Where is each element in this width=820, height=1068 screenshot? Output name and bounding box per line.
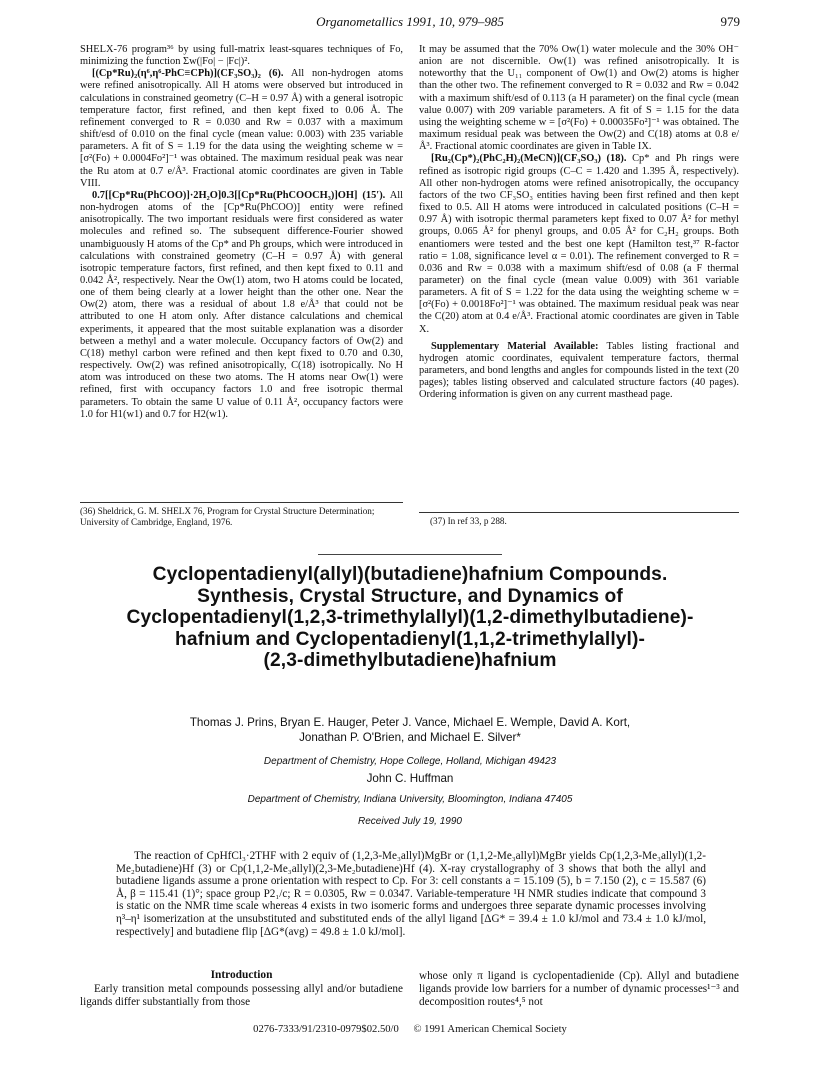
- abstract-text: The reaction of CpHfCl₃·2THF with 2 equiv of (1,2,3-Me₃allyl)MgBr or (1,1,2-Me₃allyl)MgBr yields Cp(1,2,3-Me₃allyl)(1,2-Me₂butadiene)Hf (3) or Cp(1,1,2-Me₃allyl)(2,3-Me₂butadiene)Hf (4). X-ray crystallography of 3 shows that both the allyl and butadiene ligands assume a prone orientation with respect to Cp. For 3: cell constants a = 15.109 (5), b = 7.150 (2), c = 15.587 (6) Å, β = 115.41 (1)°; space group P2₁/c; R = 0.0305, Rw = 0.0347. Variable-temperature ¹H NMR studies indicate that compound 3 is static on the NMR time scale whereas 4 exists in two isomeric forms and undergoes three separate dynamic processes involving η³–η¹ isomerization at the unsubstituted and substituted ends of the allyl ligand [ΔG* = 39.4 ± 1.0 kJ/mol and 73.4 ± 1.0 kJ/mol, respectively] and butadiene flip [ΔG*(avg) = 49.8 ± 1.0 kJ/mol].: [116, 850, 706, 938]
- supplementary-heading: Supplementary Material Available:: [431, 340, 599, 352]
- compound-15-heading: 0.7[[Cp*Ru(PhCOO)]·2H₂O]0.3[[Cp*Ru(PhCOOCH₃)]OH] (15′).: [92, 189, 386, 201]
- compound-15-text: All non-hydrogen atoms of the [Cp*Ru(PhCOO)] entity were refined anisotropically. The two important residuals were first considered as water molecules and refined so. The subsequent difference-Fourier showed unambiguously H atoms of the Cp* and Ph groups, which were introduced in calculations with constrained geometry (C–H = 0.97 Å) with general isotropic temperature factors, first refined, and then kept fixed to 0.11 and 0.042 Å², respectively. Near the Ow(1) atom, two H atoms could be located, one of them being clearly at a lower height than the other one. Near the Ow(2) atom, there was a residual of about 1.8 e/Å³ that could not be attributed to one H atom only. After distance calculations and chemical experiments, it appeared that the most suitable explanation was a disorder between a methyl and a water molecule. Occupancy factors of Ow(2) and C(18) methyl carbon were refined and then kept fixed to 0.70 and 0.30, respectively. Ow(2) was refined anisotropically, C(18) isotropically. No H atom was introduced on these two atoms. The H atoms near Ow(1) were refined, first with occupancy factors 1.0 and free isotropic thermal parameters. To obtain the same U value of 0.11 Å², occupancy factors were 1.0 for H1(w1) and 0.7 for H2(w1).: [80, 189, 403, 420]
- right-paragraph-2: [419, 153, 739, 335]
- left-footnote-rule: [80, 502, 403, 503]
- article-code: 0276-7333/91/2310-0979$02.50/0: [253, 1024, 399, 1035]
- introduction-left-text: Early transition metal compounds possessing allyl and/or butadiene ligands differ substantially from those: [80, 983, 403, 1008]
- abstract: [116, 850, 706, 938]
- author-list: [120, 715, 700, 745]
- authors-line: Jonathan P. O'Brien, and Michael E. Silver*: [299, 731, 521, 744]
- title-line: Cyclopentadienyl(1,2,3-trimethylallyl)(1,2-dimethylbutadiene)-: [126, 607, 694, 629]
- title-line: hafnium and Cyclopentadienyl(1,1,2-trimethylallyl)-: [175, 628, 645, 650]
- right-footnote-rule: [419, 512, 739, 513]
- right-column: [419, 44, 739, 402]
- received-date: Received July 19, 1990: [358, 816, 462, 827]
- author-huffman: John C. Huffman: [366, 772, 454, 785]
- left-column: [80, 44, 403, 421]
- running-header: [80, 14, 740, 32]
- left-paragraph-1: SHELX-76 program³⁶ by using full-matrix least-squares techniques of Fo, minimizing the function Σw(|Fo| − |Fc|)².: [80, 44, 403, 68]
- title-line: Synthesis, Crystal Structure, and Dynamics of: [197, 585, 623, 607]
- compound-6-text: All non-hydrogen atoms were refined anisotropically. All H atoms were observed but introduced in calculations in constrained geometry (C–H = 0.97 Å) with a general isotropic temperature factor, first refined, and then kept fixed to 0.06 Å. The refinement converged to R = 0.030 and Rw = 0.037 with a maximum shift/esd of 0.010 on the final cycle (mean value: 0.003) with 235 variable parameters. A fit of S = 1.19 for the data using the weighting scheme w = [σ²(Fo) + 0.0004Fo²]⁻¹ was obtained. The maximum residual peak was near the Ru atom at 0.7 e/Å³. Fractional atomic coordinates are given in Table VIII.: [80, 68, 403, 189]
- affiliation-indiana: Department of Chemistry, Indiana University, Bloomington, Indiana 47405: [247, 794, 573, 805]
- copyright: © 1991 American Chemical Society: [413, 1024, 567, 1035]
- affiliation-hope-college: Department of Chemistry, Hope College, Holland, Michigan 49423: [263, 756, 557, 767]
- right-paragraph-1: It may be assumed that the 70% Ow(1) water molecule and the 30% OH⁻ anion are not discernible. Ow(1) was refined anisotropically. It is noteworthy that the U₁₁ component of Ow(1) and Ow(2) atoms is higher than the other two. The refinement converged to R = 0.032 and Rw = 0.042 with a maximum shift/esd of 0.113 (a H parameter) on the final cycle (mean value 0.007) with 209 variable parameters. A fit of S = 1.15 for the data using the weighting scheme w = [σ²(Fo) + 0.00035Fo²]⁻¹ was obtained. The maximum residual peak was between the Ow(2) and C(18) atoms at 0.8 e/Å³. Fractional atomic coordinates are given in Table IX.: [419, 44, 739, 153]
- page-footer: [80, 1024, 740, 1035]
- footnote-37: (37) In ref 33, p 288.: [430, 516, 507, 526]
- introduction-heading: Introduction: [210, 969, 273, 981]
- journal-citation: Organometallics 1991, 10, 979–985: [316, 14, 504, 29]
- article-separator: [318, 554, 502, 555]
- supplementary-text: Tables listing fractional and hydrogen atomic coordinates, equivalent temperature factors, thermal parameters, and bond lengths and angles for compounds listed in the text (20 pages); tables listing observed and calculated structure factors (40 pages). Ordering information is given on any current masthead page.: [419, 340, 739, 401]
- supplementary-material: [419, 341, 739, 402]
- left-paragraph-3: [80, 190, 403, 421]
- compound-18-text: Cp* and Ph rings were refined as isotropic rigid groups (C–C = 1.420 and 1.395 Å, respectively). All other non-hydrogen atoms were refined anisotropically, the occupancy factors of the two CF₃SO₃ entities having been first refined and then kept fixed to 0.5. All H atoms were introduced in calculated positions (C–H = 0.97 Å) with isotropic thermal parameters kept fixed to 0.07 Å² for methyl groups, 0.065 Å² for phenyl groups, and 0.05 Å² for C₂H₂ groups. Both enantiomers were tested and the best one kept (Hamilton test,³⁷ R-factor ratio = 1.08, significance level α = 0.01). The refinement converged to R = 0.036 and Rw = 0.038 with a maximum shift/esd of 0.08 (a F thermal parameter) on the final cycle (mean value 0.009) with 361 variable parameters. A fit of S = 1.22 for the data using the weighting scheme w = [σ²(Fo) + 0.0018Fo²]⁻¹ was obtained. The maximum residual peak was near the C(20) atom at 0.4 e/Å³. Fractional atomic coordinates are given in Table X.: [419, 153, 739, 335]
- compound-6-heading: [(Cp*Ru)₂(η⁶,η⁶-PhC≡CPh)](CF₃SO₃)₂ (6).: [92, 68, 284, 80]
- authors-line: Thomas J. Prins, Bryan E. Hauger, Peter J. Vance, Michael E. Wemple, David A. Kort,: [189, 716, 631, 729]
- title-line: (2,3-dimethylbutadiene)hafnium: [263, 650, 557, 672]
- title-line: Cyclopentadienyl(allyl)(butadiene)hafnium Compounds.: [152, 564, 668, 585]
- article-title: [95, 564, 725, 672]
- compound-18-heading: [Ru₂(Cp*)₂(PhC₂H)₂(MeCN)](CF₃SO₃) (18).: [431, 153, 627, 165]
- left-paragraph-2: [80, 68, 403, 190]
- introduction-left: [80, 983, 403, 1009]
- footnote-36: (36) Sheldrick, G. M. SHELX 76, Program for Crystal Structure Determination; University of Cambridge, England, 1976.: [80, 506, 375, 527]
- page-number: 979: [720, 14, 740, 29]
- introduction-right: whose only π ligand is cyclopentadienide (Cp). Allyl and butadiene ligands provide low barriers for a number of dynamic processes¹⁻³ and decomposition routes⁴,⁵ not: [419, 970, 739, 1008]
